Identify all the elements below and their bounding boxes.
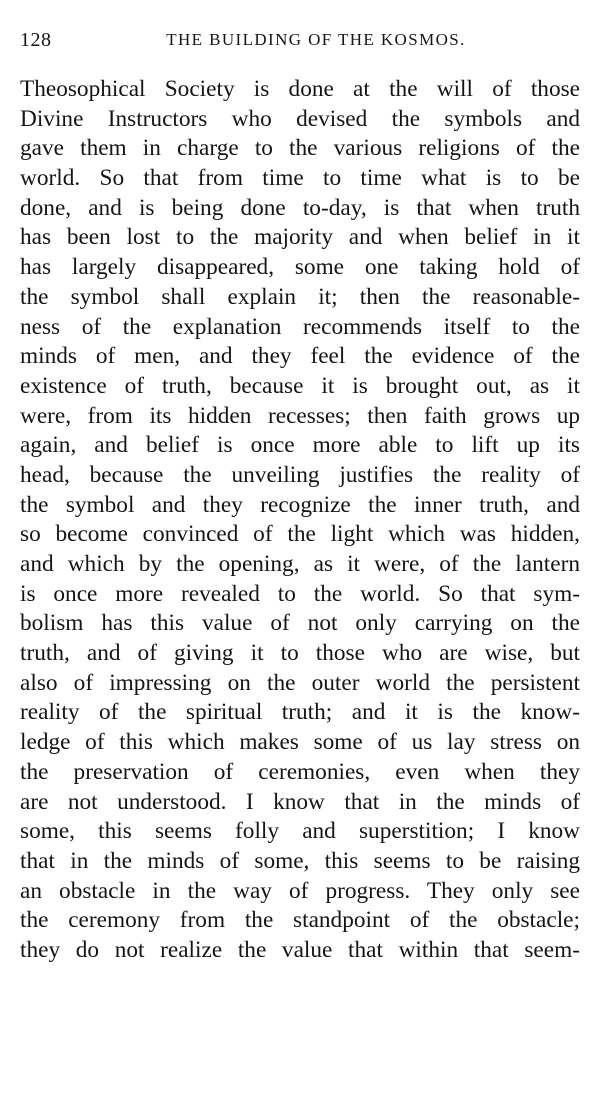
text-line: bolism has this value of not only carrying on the <box>20 610 580 637</box>
text-line: ledge of this which makes some of us lay stress on <box>20 729 580 756</box>
text-line: some, this seems folly and superstition; I know <box>20 818 580 845</box>
text-line: reality of the spiritual truth; and it is the know- <box>20 699 580 726</box>
text-line: the preservation of ceremonies, even when they <box>20 758 580 785</box>
text-line: the symbol and they recognize the inner truth, and <box>20 491 580 518</box>
running-title: THE BUILDING OF THE KOSMOS. <box>166 30 466 49</box>
page-number: 128 <box>20 29 52 51</box>
text-line: Theosophical Society is done at the will of those <box>20 76 580 102</box>
text-line: also of impressing on the outer world the persistent <box>20 669 580 696</box>
text-line: is once more revealed to the world. So that sym- <box>20 580 580 607</box>
text-line: the symbol shall explain it; then the reasonable- <box>20 283 580 310</box>
text-line: minds of men, and they feel the evidence of the <box>20 343 580 370</box>
text-line: that in the minds of some, this seems to be raising <box>20 847 580 874</box>
text-line: world. So that from time to time what is to be <box>20 165 580 192</box>
text-line: an obstacle in the way of progress. They only see <box>20 877 580 904</box>
text-line: and which by the opening, as it were, of the lantern <box>20 551 580 577</box>
text-line: ness of the explanation recommends itself to the <box>20 313 580 340</box>
text-line: done, and is being done to-day, is that when truth <box>20 194 580 221</box>
text-line: has been lost to the majority and when belief in it <box>20 224 580 251</box>
text-line: they do not realize the value that within that seem- <box>20 936 580 963</box>
text-line: existence of truth, because it is brought out, as it <box>20 372 580 399</box>
page-header <box>20 28 580 52</box>
text-line: were, from its hidden recesses; then faith grows up <box>20 402 580 429</box>
text-line: are not understood. I know that in the minds of <box>20 788 580 815</box>
text-line: so become convinced of the light which was hidden, <box>20 521 580 548</box>
text-line: Divine Instructors who devised the symbols and <box>20 105 580 132</box>
text-line: truth, and of giving it to those who are wise, but <box>20 640 580 667</box>
text-line: gave them in charge to the various religions of the <box>20 135 580 162</box>
text-line: has largely disappeared, some one taking hold of <box>20 254 580 281</box>
text-line: head, because the unveiling justifies the reality of <box>20 461 580 488</box>
text-line: again, and belief is once more able to lift up its <box>20 432 580 459</box>
body-text <box>20 75 580 966</box>
text-line: the ceremony from the standpoint of the obstacle; <box>20 907 580 934</box>
